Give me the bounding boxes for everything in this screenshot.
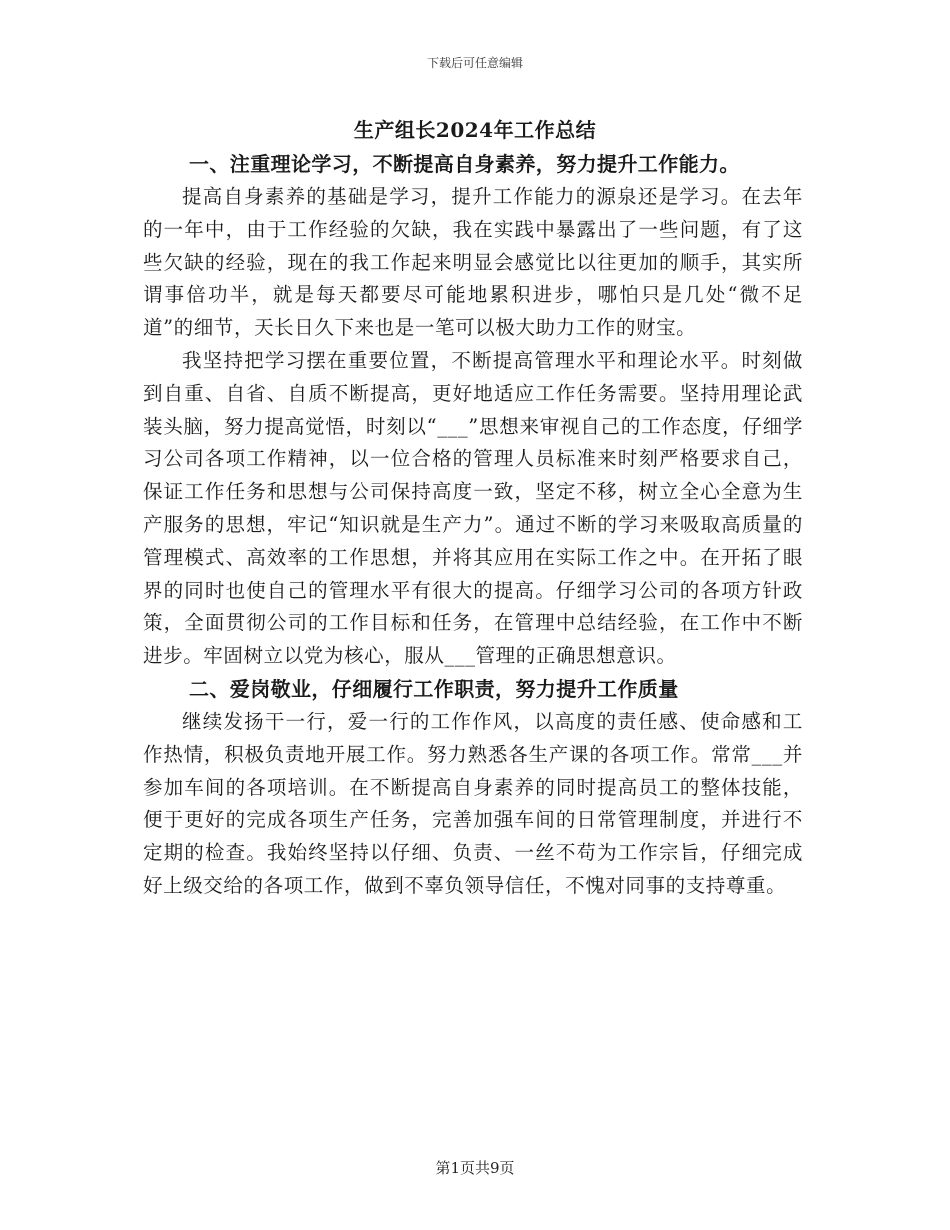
document-title: 生产组长2024年工作总结: [353, 118, 597, 142]
section-heading-2: 二、爱岗敬业，仔细履行工作职责，努力提升工作质量: [189, 676, 679, 701]
document-body: [143, 148, 803, 903]
paragraph: 我坚持把学习摆在重要位置，不断提高管理水平和理论水平。时刻做到自重、自省、自质不断提高，更好地适应工作任务需要。坚持用理论武装头脑，努力提高觉悟，时刻以“___”思想来审视自己的工作态度，仔细学习公司各项工作精神，以一位合格的管理人员标准来时刻严格要求自己，保证工作任务和思想与公司保持高度一致，坚定不移，树立全心全意为生产服务的思想，牢记“知识就是生产力”。通过不断的学习来吸取高质量的管理模式、高效率的工作思想，并将其应用在实际工作之中。在开拓了眼界的同时也使自己的管理水平有很大的提高。仔细学习公司的各项方针政策，全面贯彻公司的工作目标和任务，在管理中总结经验，在工作中不断进步。牢固树立以党为核心，服从___管理的正确思想意识。: [143, 348, 803, 668]
paragraph: 提高自身素养的基础是学习，提升工作能力的源泉还是学习。在去年的一年中，由于工作经验的欠缺，我在实践中暴露出了一些问题，有了这些欠缺的经验，现在的我工作起来明显会感觉比以往更加的顺手，其实所谓事倍功半，就是每天都要尽可能地累积进步，哪怕只是几处“微不足道”的细节，天长日久下来也是一笔可以极大助力工作的财宝。: [143, 185, 803, 340]
page-indicator: 第1页共9页: [435, 1159, 515, 1177]
header-note: 下载后可任意编辑: [426, 56, 523, 70]
section-heading-1: 一、注重理论学习，不断提高自身素养，努力提升工作能力。: [189, 152, 740, 176]
paragraph: 继续发扬干一行，爱一行的工作作风，以高度的责任感、使命感和工作热情，积极负责地开展工作。努力熟悉各生产课的各项工作。常常___并参加车间的各项培训。在不断提高自身素养的同时提高员工的整体技能，便于更好的完成各项生产任务，完善加强车间的日常管理制度，并进行不定期的检查。我始终坚持以仔细、负责、一丝不苟为工作宗旨，仔细完成好上级交给的各项工作，做到不辜负领导信任，不愧对同事的支持尊重。: [143, 709, 803, 897]
